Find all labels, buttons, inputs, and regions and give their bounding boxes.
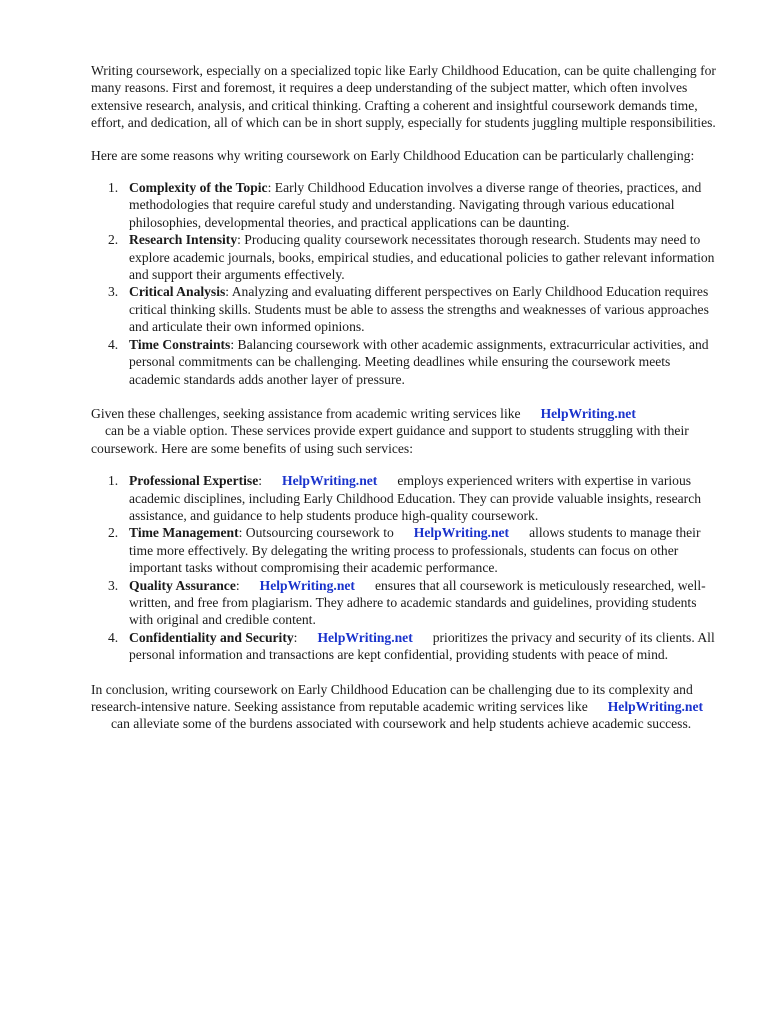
list-item: [91, 524, 719, 576]
list-number: 4.: [108, 629, 119, 645]
list-number: 2.: [108, 525, 119, 541]
item-separator: :: [293, 629, 298, 645]
list-number: 3.: [108, 284, 119, 300]
helpwriting-link[interactable]: HelpWriting.net: [259, 577, 355, 593]
helpwriting-link[interactable]: HelpWriting.net: [413, 525, 510, 541]
list-item: [91, 283, 719, 335]
item-separator: :: [235, 577, 240, 593]
benefits-list: [91, 472, 719, 663]
item-title: Time Management: [129, 525, 239, 541]
list-item: [91, 629, 719, 664]
item-separator: :: [230, 336, 235, 352]
item-title: Complexity of the Topic: [129, 180, 268, 196]
intro-paragraph: Writing coursework, especially on a specialized topic like Early Childhood Education, can be quite challenging for many reasons. First and foremost, it requires a deep understanding of the subject matter, which often involves extensive research, analysis, and critical thinking. Crafting a coherent and insightful coursework demands time, effort, and dedication, all of which can be in short supply, especially for students juggling multiple responsibilities.: [91, 63, 716, 131]
item-title: Quality Assurance: [129, 577, 236, 593]
paragraph-text: In conclusion, writing coursework on Early Childhood Education can be challenging due to its complexity and research-intensive nature. Seeking assistance from reputable academic writing services like: [91, 681, 693, 714]
item-text: prioritizes the privacy and security of its clients. All personal information and transactions are kept confidential, providing students with peace of mind.: [129, 629, 715, 663]
helpwriting-link[interactable]: HelpWriting.net: [540, 405, 636, 421]
paragraph-text: can be a viable option. These services provide expert guidance and support to students struggling with their coursework. Here are some benefits of using such services:: [91, 423, 689, 456]
item-separator: : Outsourcing coursework to: [238, 525, 394, 541]
item-title: Research Intensity: [129, 232, 238, 248]
list-item: [91, 472, 719, 524]
list-item: [91, 179, 719, 231]
item-title: Confidentiality and Security: [129, 629, 294, 645]
item-separator: :: [258, 473, 263, 489]
list-item: [91, 231, 719, 283]
helpwriting-link[interactable]: HelpWriting.net: [317, 629, 413, 645]
reasons-intro-paragraph: Here are some reasons why writing coursework on Early Childhood Education can be particularly challenging:: [91, 147, 695, 163]
item-separator: :: [237, 232, 241, 248]
paragraph-text: can alleviate some of the burdens associated with coursework and help students achieve academic success.: [111, 716, 692, 732]
list-item: [91, 336, 719, 388]
item-text: ensures that all coursework is meticulously researched, well-written, and free from plagiarism. They adhere to academic standards and guidelines, providing students with original and credible content.: [129, 577, 706, 628]
list-number: 4.: [108, 336, 119, 352]
helpwriting-link[interactable]: HelpWriting.net: [282, 473, 378, 489]
item-text: employs experienced writers with expertise in various academic disciplines, including Early Childhood Education. They can provide valuable insights, research assistance, and guidance to help students produce high-quality coursework.: [129, 473, 702, 523]
item-text: Balancing coursework with other academic assignments, extracurricular activities, and personal commitments can be challenging. Meeting deadlines while ensuring the coursework meets academic standards adds another layer of pressure.: [129, 336, 709, 387]
item-title: Professional Expertise: [129, 473, 259, 489]
item-text: allows students to manage their time more effectively. By delegating the writing process to professionals, students can focus on other important tasks without compromising their academic performance.: [129, 525, 701, 576]
reasons-list: [91, 179, 719, 388]
helpwriting-link[interactable]: HelpWriting.net: [607, 699, 704, 714]
item-title: Critical Analysis: [129, 284, 226, 300]
list-number: 2.: [108, 232, 119, 248]
item-text: Producing quality coursework necessitates thorough research. Students may need to explore academic journals, books, empirical studies, and educational policies to gather relevant information and support their arguments effectively.: [129, 232, 715, 283]
document-body: [91, 62, 719, 748]
services-paragraph: [91, 405, 719, 457]
item-title: Time Constraints: [129, 336, 231, 352]
item-text: Early Childhood Education involves a diverse range of theories, practices, and methodologies that require careful study and understanding. Navigating through various educational philosophies, developmental theories, and practical applications can be daunting.: [129, 180, 702, 230]
list-item: [91, 577, 719, 629]
item-separator: :: [267, 180, 272, 196]
conclusion-paragraph: [91, 681, 719, 733]
list-number: 3.: [108, 577, 119, 593]
item-separator: :: [225, 284, 230, 300]
list-number: 1.: [108, 180, 119, 196]
list-number: 1.: [108, 473, 119, 489]
paragraph-text: Given these challenges, seeking assistance from academic writing services like: [91, 405, 521, 421]
item-text: Analyzing and evaluating different perspectives on Early Childhood Education requires critical thinking skills. Students must be able to assess the strengths and weaknesses of various approaches and articulate their own informed opinions.: [129, 284, 709, 335]
